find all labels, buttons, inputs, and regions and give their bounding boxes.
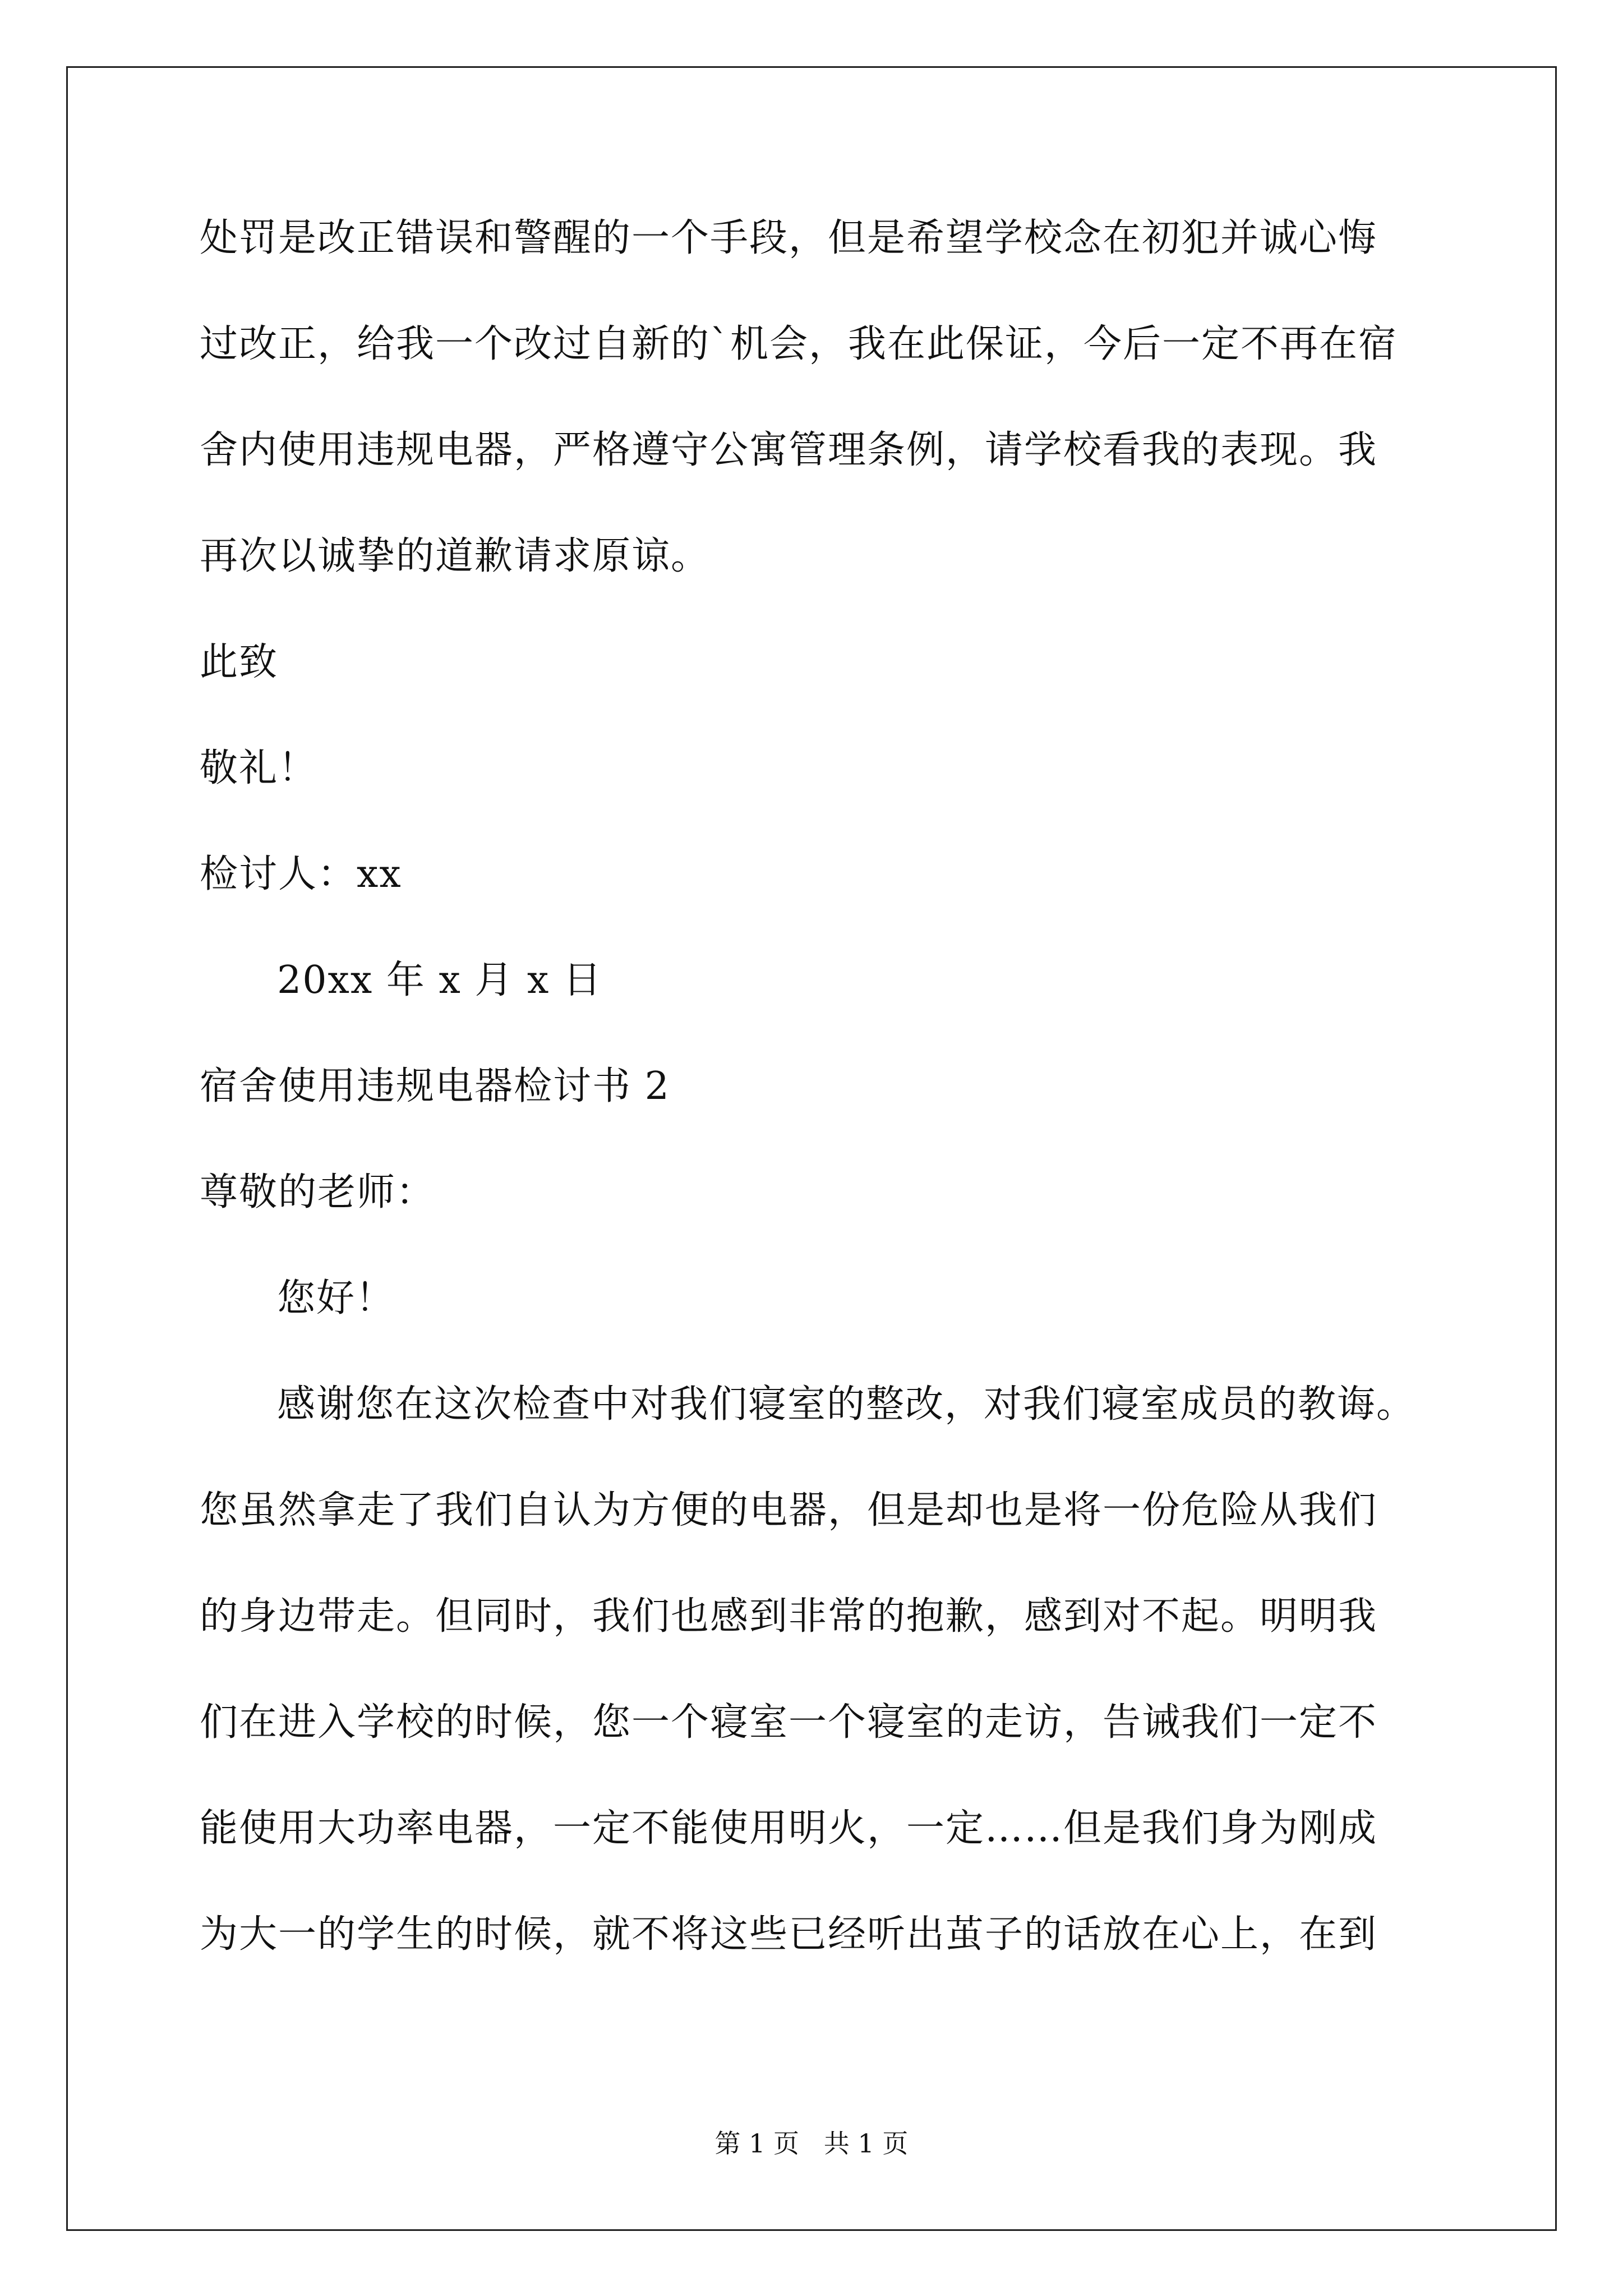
page-border [66,66,1557,2231]
paragraph-line: 们在进入学校的时候，您一个寝室一个寝室的走访，告诫我们一定不 [200,1700,1378,1745]
paragraph-line: 处罚是改正错误和警醒的一个手段，但是希望学校念在初犯并诚心悔 [200,216,1378,260]
paragraph-line: 过改正，给我一个改过自新的`机会，我在此保证，今后一定不再在宿 [200,322,1398,366]
paragraph-line: 舍内使用违规电器，严格遵守公寓管理条例，请学校看我的表现。我 [200,428,1378,472]
paragraph-line: 再次以诚挚的道歉请求原谅。 [200,534,711,578]
section-title: 宿舍使用违规电器检讨书 2 [200,1064,670,1108]
paragraph-line: 感谢您在这次检查中对我们寝室的整改，对我们寝室成员的教诲。 [277,1382,1416,1427]
page-footer: 第 1 页 共 1 页 [714,2128,909,2159]
closing-salutation: 此致 [200,640,279,684]
paragraph-line: 为大一的学生的时候，就不将这些已经听出茧子的话放在心上，在到 [200,1912,1378,1957]
greeting: 尊敬的老师： [200,1170,436,1214]
greeting-hello: 您好！ [277,1276,395,1320]
signature-line: 检讨人：xx [200,852,402,896]
closing-regards: 敬礼！ [200,746,318,790]
paragraph-line: 能使用大功率电器，一定不能使用明火，一定……但是我们身为刚成 [200,1806,1378,1851]
date-line: 20xx 年 x 月 x 日 [277,958,603,1002]
paragraph-line: 您虽然拿走了我们自认为方便的电器，但是却也是将一份危险从我们 [200,1488,1378,1533]
paragraph-line: 的身边带走。但同时，我们也感到非常的抱歉，感到对不起。明明我 [200,1594,1378,1639]
